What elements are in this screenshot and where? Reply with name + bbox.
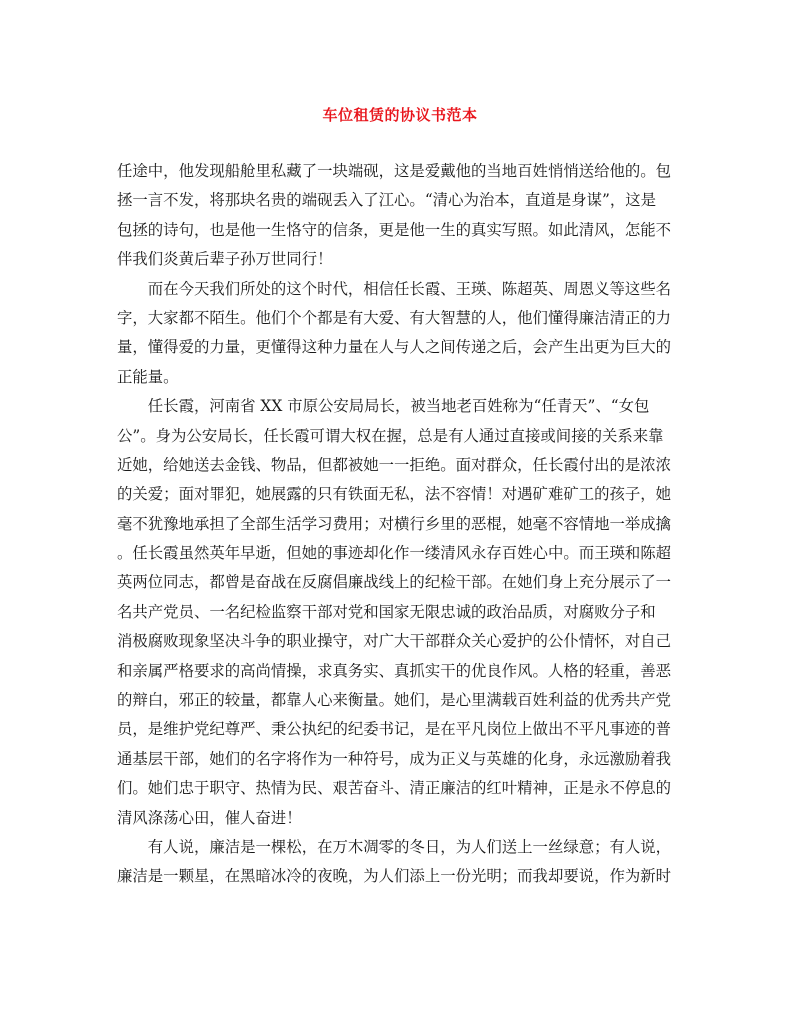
text-line: 有人说，廉洁是一棵松，在万木凋零的冬日，为人们送上一丝绿意；有人说，: [117, 837, 672, 856]
text-line: 伴我们炎黄后辈子孙万世同行！: [117, 250, 333, 269]
text-line: 字，大家都不陌生。他们个个都是有大爱、有大智慧的人，他们懂得廉洁清正的力: [117, 308, 672, 327]
text-line: 的关爱；面对罪犯，她展露的只有铁面无私，法不容情！对遇矿难矿工的孩子，她: [117, 485, 672, 504]
text-line: 消极腐败现象坚决斗争的职业操守，对广大干部群众关心爱护的公仆情怀，对自己: [117, 632, 672, 651]
text-line: 和亲属严格要求的高尚情操，求真务实、真抓实干的优良作风。人格的轻重，善恶: [117, 661, 672, 680]
text-line: 量，懂得爱的力量，更懂得这种力量在人与人之间传递之后，会产生出更为巨大的: [117, 338, 672, 357]
text-line: 公”。身为公安局长，任长霞可谓大权在握，总是有人通过直接或间接的关系来靠: [117, 426, 664, 445]
text-line: 名共产党员、一名纪检监察干部对党和国家无限忠诚的政治品质，对腐败分子和: [117, 602, 656, 621]
text-line: 员，是维护党纪尊严、秉公执纪的纪委书记，是在平凡岗位上做出不平凡事迹的普: [117, 720, 672, 739]
text-line: 清风涤荡心田，催人奋进！: [117, 808, 302, 827]
text-line: 任长霞，河南省 XX 市原公安局局长，被当地老百姓称为“任青天”、“女包: [117, 397, 650, 416]
text-line: 的辩白，邪正的较量，都靠人心来衡量。她们，是心里满载百姓利益的优秀共产党: [117, 691, 672, 710]
text-line: 通基层干部，她们的名字将作为一种符号，成为正义与英雄的化身，永远激励着我: [117, 749, 672, 768]
text-line: 任途中，他发现船舱里私藏了一块端砚，这是爱戴他的当地百姓悄悄送给他的。包: [117, 162, 672, 180]
text-line: 正能量。: [117, 367, 179, 386]
document-body: [117, 157, 684, 892]
text-line: 而在今天我们所处的这个时代，相信任长霞、王瑛、陈超英、周恩义等这些名: [117, 279, 672, 298]
text-line: 们。她们忠于职守、热情为民、艰苦奋斗、清正廉洁的红叶精神，正是永不停息的: [117, 779, 672, 798]
text-line: 包拯的诗句，也是他一生恪守的信条，更是他一生的真实写照。如此清风，怎能不: [117, 220, 672, 239]
text-line: 。任长霞虽然英年早逝，但她的事迹却化作一缕清风永存百姓心中。而王瑛和陈超: [117, 544, 672, 563]
text-line: 廉洁是一颗星，在黑暗冰冷的夜晚，为人们添上一份光明；而我却要说，作为新时: [117, 867, 672, 886]
text-line: 近她，给她送去金钱、物品，但都被她一一拒绝。面对群众，任长霞付出的是浓浓: [117, 455, 672, 474]
document-title: 车位租赁的协议书范本: [322, 106, 478, 124]
text-line: 毫不犹豫地承担了全部生活学习费用；对横行乡里的恶棍，她毫不容情地一举成擒: [117, 514, 672, 533]
text-line: 英两位同志，都曾是奋战在反腐倡廉战线上的纪检干部。在她们身上充分展示了一: [117, 573, 672, 592]
text-line: 拯一言不发，将那块名贵的端砚丢入了江心。“清心为治本，直道是身谋”，这是: [117, 191, 657, 210]
